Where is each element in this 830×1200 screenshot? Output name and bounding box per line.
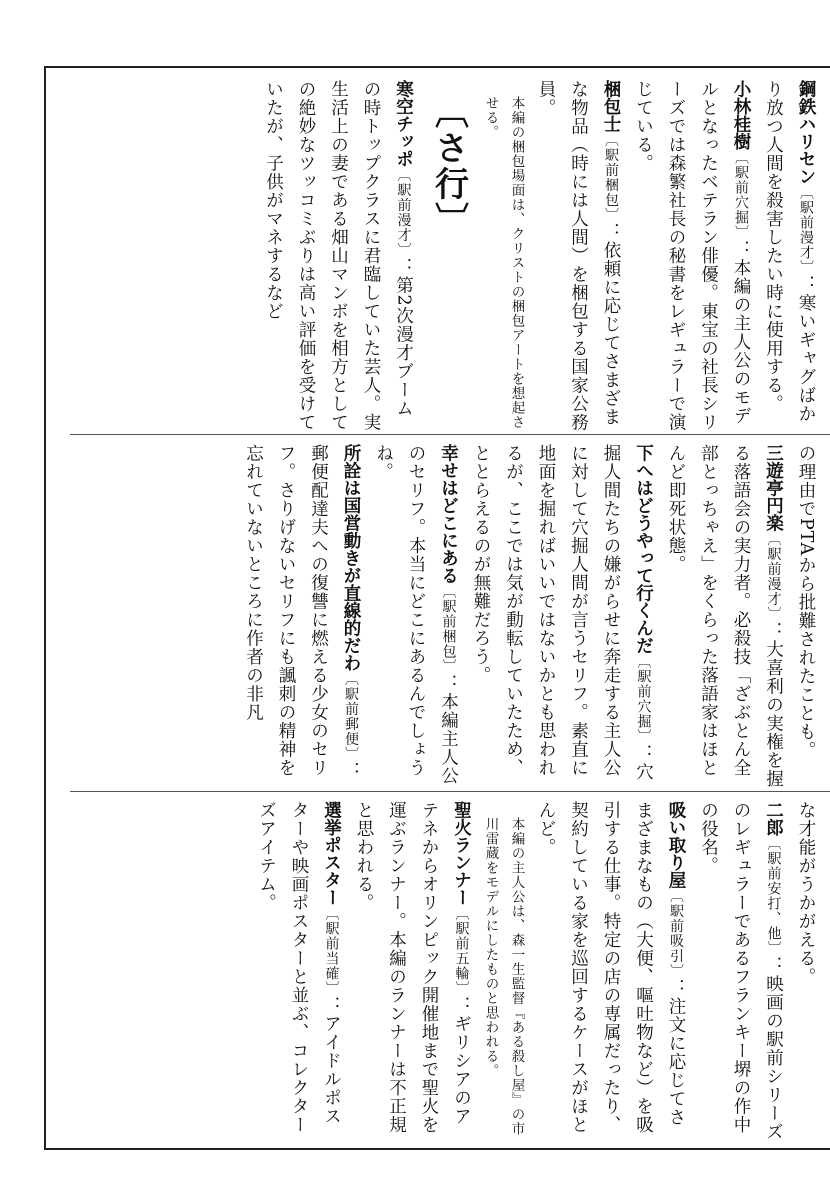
entry-source: 〔駅前郵便〕 bbox=[343, 671, 359, 762]
glossary-entry bbox=[530, 80, 628, 432]
entry-source: 〔駅前漫才〕 bbox=[798, 185, 814, 275]
glossary-tier-top bbox=[62, 80, 822, 432]
tier-divider-2 bbox=[70, 791, 830, 792]
entry-body: ：ギリシアのアテネからオリンピック開催地まで聖火を運ぶランナー。本編のランナーは不正規と思われる。 bbox=[354, 801, 472, 1134]
entry-term: 三遊亭円楽 bbox=[763, 444, 784, 532]
entry-body: ：アイドルポスターや映画ポスターと並ぶ、コレクターズアイテム。 bbox=[256, 801, 342, 1134]
glossary-entry bbox=[367, 444, 465, 788]
entry-source: 〔駅前梱包〕 bbox=[440, 584, 457, 674]
entry-source: 〔駅前当確〕 bbox=[323, 906, 340, 996]
entry-term: 下へはどうやって行くんだ bbox=[633, 444, 654, 654]
glossary-entry bbox=[250, 801, 348, 1141]
entry-body: ：大喜利の実権を握る落語会の実力者。必殺技「ざぶとん全部とっちゃえ」をくらった落語家はほとんど即死状態。 bbox=[666, 444, 784, 788]
glossary-note: 本編の梱包場面は、クリストの梱包アートを想起させる。 bbox=[482, 96, 525, 430]
entry-term: 幸せはどこにある bbox=[438, 444, 459, 584]
entry-term: 選挙ポスター bbox=[321, 801, 342, 906]
entry-term: 鋼鉄ハリセン bbox=[796, 80, 816, 185]
entry-term: 聖火ランナー bbox=[451, 801, 472, 906]
glossary-entry bbox=[692, 801, 790, 1141]
entry-source: 〔駅前漫才〕 bbox=[765, 531, 782, 622]
entry-source: 〔駅前安打、他〕 bbox=[765, 836, 782, 956]
glossary-entry bbox=[257, 80, 420, 432]
glossary-tier-middle bbox=[62, 444, 822, 788]
glossary-note: 本編の主人公は、森一生監督『ある殺し屋』の市川雷蔵をモデルにしたものと思われる。 bbox=[482, 817, 525, 1137]
entry-term: 寒空チッポ bbox=[393, 80, 414, 168]
glossary-entry bbox=[627, 80, 757, 432]
entry-term: 梱包士 bbox=[601, 80, 621, 133]
entry-source: 〔駅前穴掘〕 bbox=[733, 150, 749, 240]
glossary-entry bbox=[660, 444, 790, 788]
entry-body: ：第2次漫才ブームの時トップクラスに君臨していた芸人。実生活上の妻である畑山マンボを相方としての絶妙なツッコミぶりは高い評価を受けていたが、子供がマネするなど bbox=[263, 80, 414, 432]
entry-term: 所詮は国営動きが直線的だわ bbox=[341, 444, 361, 672]
entry-source: 〔駅前漫才〕 bbox=[395, 167, 412, 258]
entry-body: ：注文に応じてさまざまなもの（大便、嘔吐物など）を吸引する仕事。特定の店の専属だったり、契約している家を巡回するケースがほとんど。 bbox=[536, 801, 686, 1134]
glossary-tier-bottom bbox=[62, 801, 822, 1141]
entry-body: ：寒いギャグばかり放つ人間を殺害したい時に使用する。 bbox=[763, 80, 816, 423]
entry-body: ：本編主人公のセリフ。本当にどこにあるんでしょうね。 bbox=[373, 444, 459, 785]
glossary-entry bbox=[348, 801, 478, 1141]
entry-source: 〔駅前五輪〕 bbox=[453, 906, 470, 996]
entry-source: 〔駅前穴掘〕 bbox=[635, 654, 652, 744]
glossary-entry bbox=[465, 444, 660, 788]
entry-term: 小林桂樹 bbox=[731, 80, 751, 150]
entry-term: 吸い取り屋 bbox=[666, 801, 686, 889]
section-heading: 〔さ行〕 bbox=[428, 93, 469, 238]
entry-body: ：穴掘人間たちの嫌がらせに奔走する主人公に対して穴掘人間が言うセリフ。素直に地面を掘ればいいではないかとも思われるが、ここでは気が動転していたため、ととらえるのが無難だろう。 bbox=[471, 444, 654, 781]
tier-divider-1 bbox=[70, 434, 830, 435]
glossary-entry bbox=[237, 444, 367, 788]
glossary-entry-continuation: な才能がうかがえる。 bbox=[796, 801, 816, 986]
glossary-entry-continuation: の理由でPTAから批難されたことも。 bbox=[796, 444, 816, 760]
entry-source: 〔駅前吸引〕 bbox=[668, 888, 684, 979]
entry-body: ：映画の駅前シリーズのレギュラーであるフランキー堺の作中の役名。 bbox=[698, 801, 784, 1141]
entry-body: ：本編の主人公のモデルとなったベテラン俳優。東宝の社長シリーズでは森繁社長の秘書をレギュラーで演じている。 bbox=[633, 80, 751, 432]
entry-term: 二郎 bbox=[763, 801, 784, 836]
entry-body: ：郵便配達夫への復讐に燃える少女のセリフ。さりげないセリフにも諷刺の精神を忘れていないところに作者の非凡 bbox=[243, 444, 361, 780]
entry-source: 〔駅前梱包〕 bbox=[603, 132, 619, 223]
entry-body: ：依頼に応じてさまざまな物品（時には人間）を梱包する国家公務員。 bbox=[536, 80, 621, 432]
glossary-entry bbox=[530, 801, 693, 1141]
glossary-entry bbox=[757, 80, 822, 432]
